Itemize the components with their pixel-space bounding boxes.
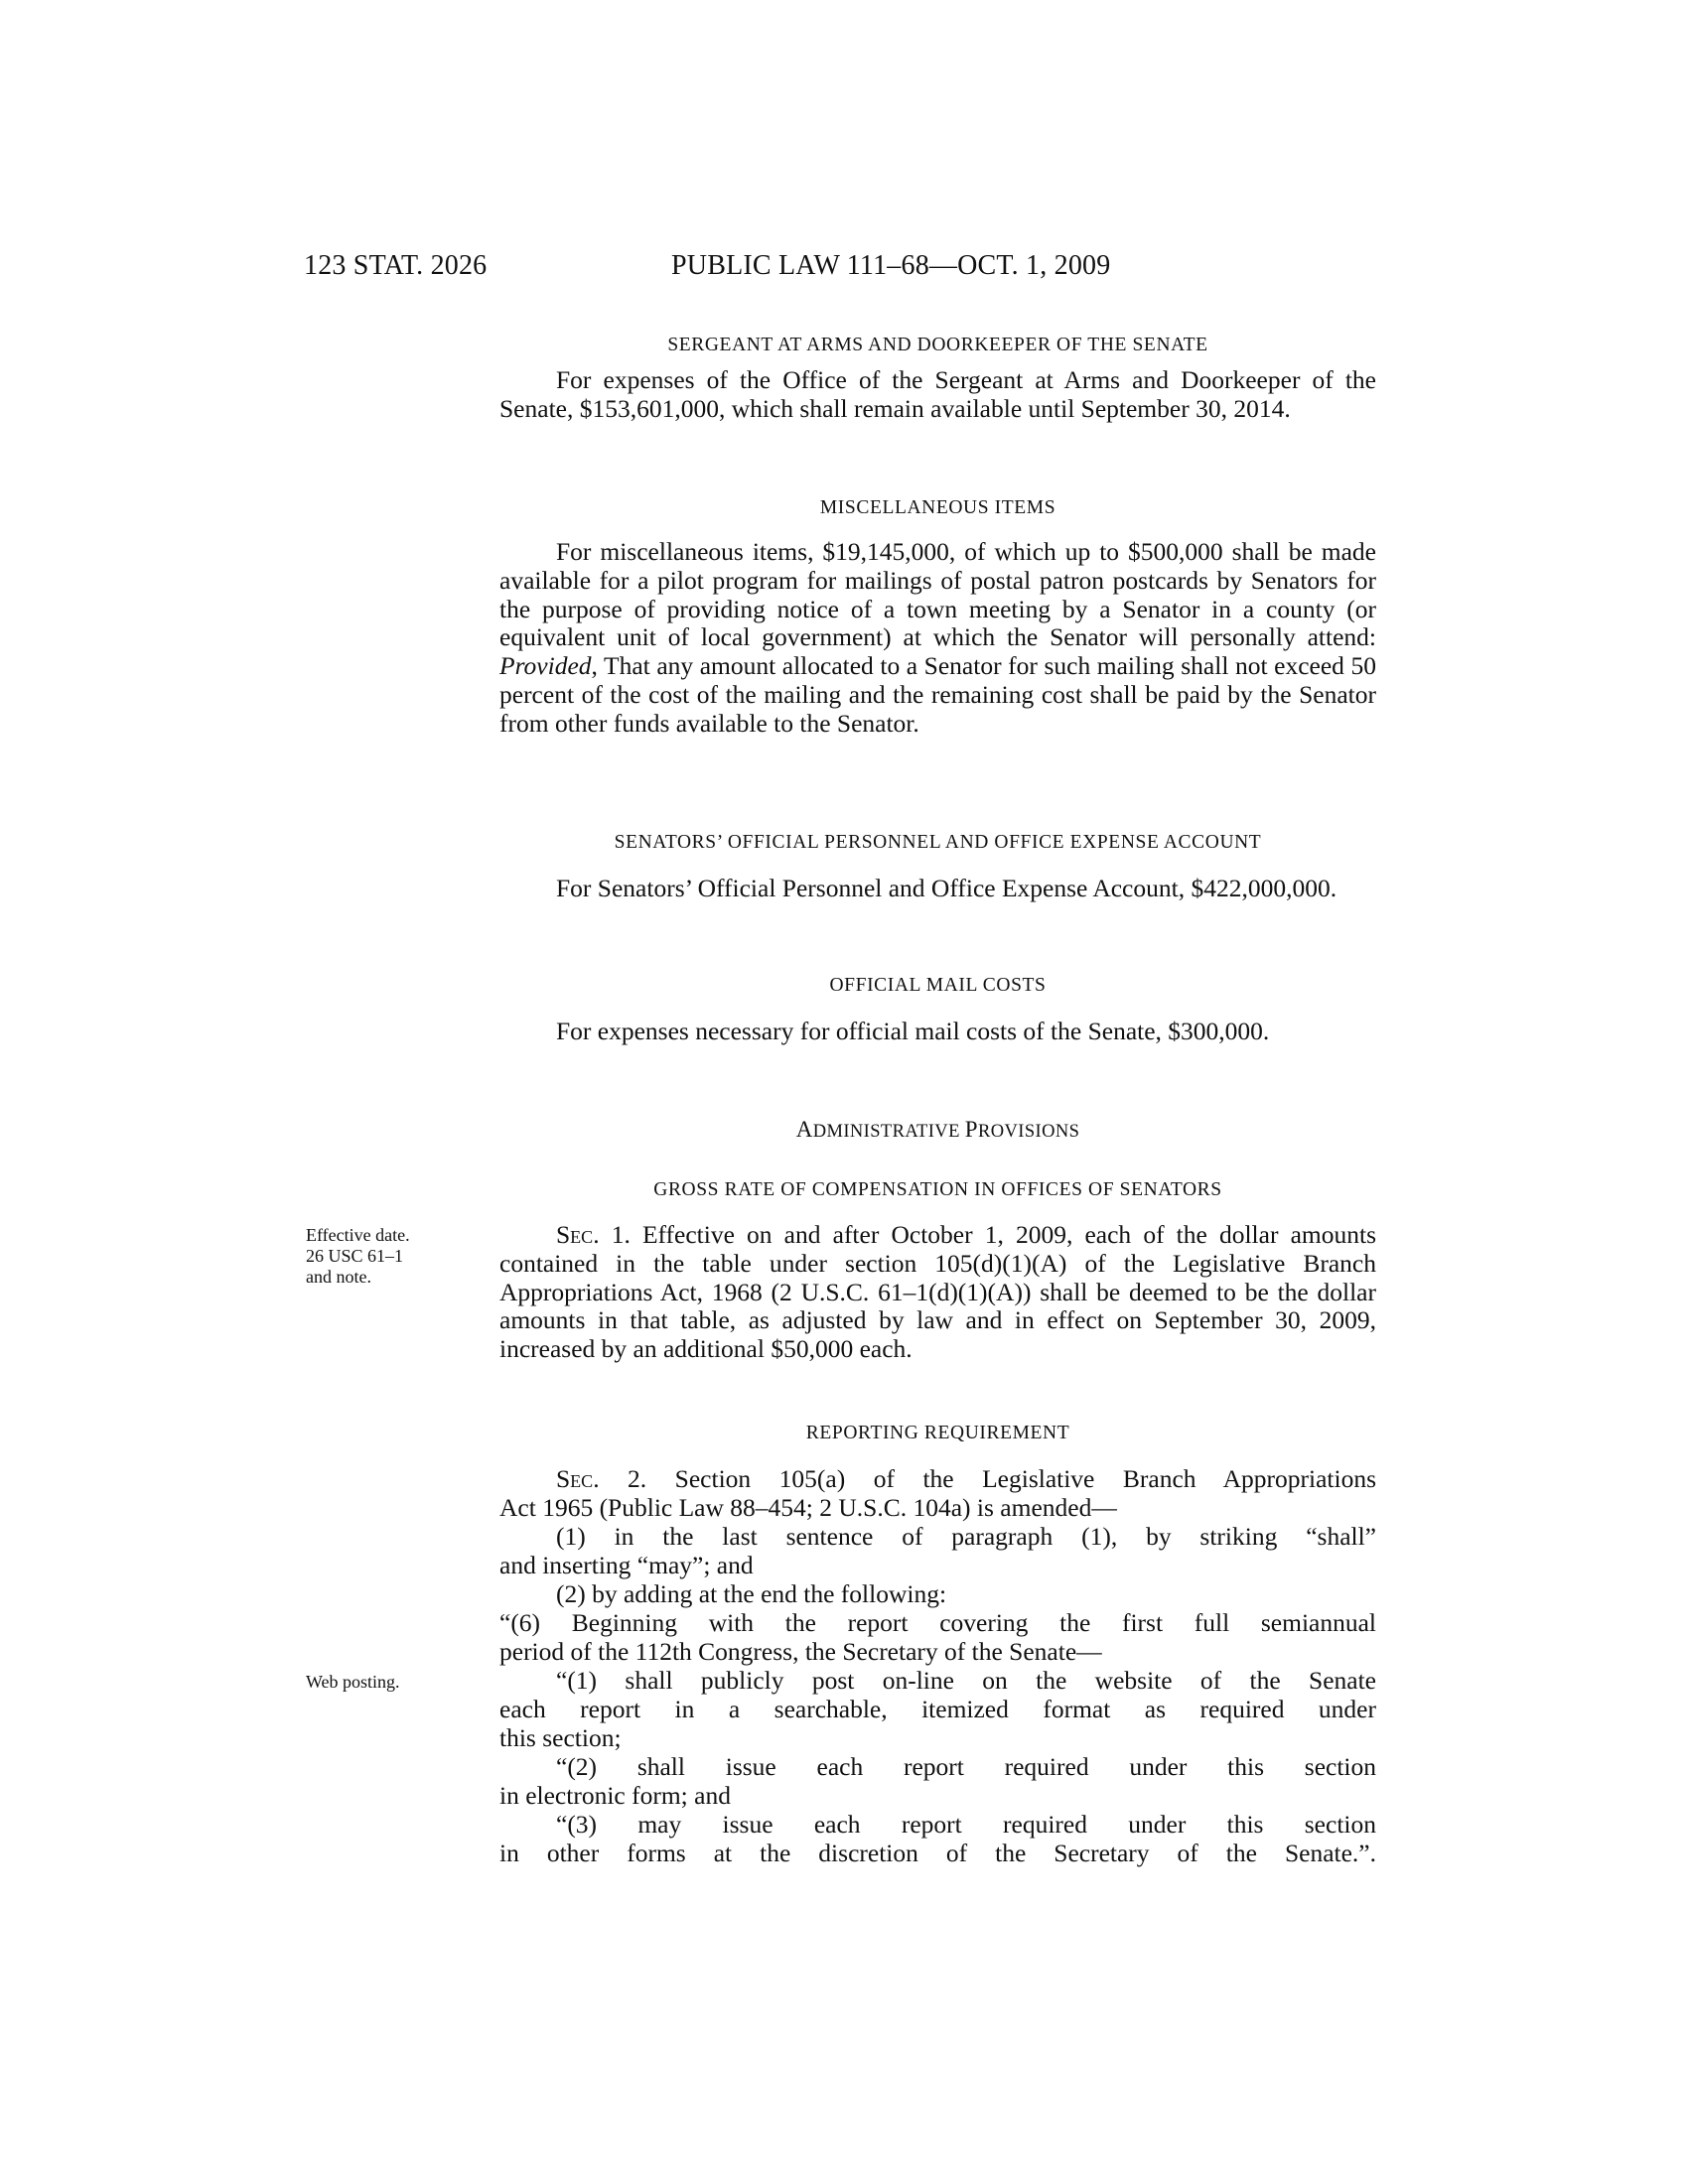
provided-italic: Provided bbox=[499, 651, 592, 681]
reporting-line-14: in other forms at the discretion of the Secretary of the Senate.”. bbox=[499, 1839, 1376, 1867]
section-heading-sergeant: SERGEANT AT ARMS AND DOORKEEPER OF THE SENATE bbox=[667, 335, 1208, 355]
margin-note-effective-date: Effective date. 26 USC 61–1 and note. bbox=[306, 1225, 410, 1287]
heading-rest-b: ROVISIONS bbox=[978, 1122, 1080, 1142]
reporting-line-3: (1) in the last sentence of paragraph (1), by striking “shall” bbox=[556, 1522, 1376, 1551]
reporting-line-5: (2) by adding at the end the following: bbox=[556, 1579, 947, 1608]
section-heading-misc: MISCELLANEOUS ITEMS bbox=[819, 497, 1056, 518]
heading-rest-a: DMINISTRATIVE bbox=[812, 1122, 965, 1142]
reporting-line-9: each report in a searchable, itemized format as required under bbox=[499, 1695, 1376, 1723]
reporting-line-8: “(1) shall publicly post on-line on the website of the Senate bbox=[556, 1666, 1376, 1695]
reporting-line-10: this section; bbox=[499, 1723, 622, 1752]
paragraph-sergeant: For expenses of the Office of the Sergeant at Arms and Doorkeeper of the Senate, $153,601,000, which shall remain available until September 30, 2014. bbox=[499, 365, 1376, 423]
sec-label: Sec bbox=[556, 1220, 594, 1249]
heading-initial-b: P bbox=[964, 1117, 978, 1142]
sec-label: Sec bbox=[556, 1464, 594, 1493]
paragraph-misc bbox=[499, 538, 1376, 739]
reporting-line-13: “(3) may issue each report required under this section bbox=[556, 1810, 1376, 1839]
section-heading-reporting: REPORTING REQUIREMENT bbox=[805, 1423, 1070, 1443]
paragraph-mail: For expenses necessary for official mail costs of the Senate, $300,000. bbox=[556, 1017, 1270, 1045]
section-heading-mail: OFFICIAL MAIL COSTS bbox=[829, 975, 1047, 996]
margin-note-web-posting: Web posting. bbox=[306, 1672, 400, 1692]
reporting-line-11: “(2) shall issue each report required under this section bbox=[556, 1752, 1376, 1781]
section-heading-gross-rate: GROSS RATE OF COMPENSATION IN OFFICES OF SENATORS bbox=[653, 1179, 1222, 1200]
reporting-line-1: Sec. 2. Section 105(a) of the Legislative Branch Appropriations bbox=[556, 1464, 1376, 1493]
administrative-provisions-heading bbox=[499, 1118, 1376, 1144]
heading-initial-a: A bbox=[795, 1117, 813, 1142]
section-heading-personnel: SENATORS’ OFFICIAL PERSONNEL AND OFFICE EXPENSE ACCOUNT bbox=[614, 832, 1262, 853]
sec-1-text: . 1. Effective on and after October 1, 2009, each of the dollar amounts contained in the table under section 105(d)(1)(A) of the Legislative Branch Appropriations Act, 1968 (2 U.S.C. 61–1(d)(1)(A)) shall be deemed to be the dollar amounts in that table, as adjusted by law and in effect on September 30, 2009, increased by an additional $50,000 each. bbox=[499, 1220, 1376, 1364]
reporting-line-7: period of the 112th Congress, the Secretary of the Senate— bbox=[499, 1637, 1102, 1666]
misc-text-a: For miscellaneous items, $19,145,000, of which up to $500,000 shall be made available for a pilot program for mailings of postal patron postcards by Senators for the purpose of providing notice of a town meeting by a Senator in a county (or equivalent unit of local government) at which the Senator will personally attend: bbox=[499, 537, 1376, 652]
public-law-title: PUBLIC LAW 111–68—OCT. 1, 2009 bbox=[671, 250, 1111, 281]
running-head bbox=[304, 250, 1376, 290]
paragraph-personnel: For Senators’ Official Personnel and Office Expense Account, $422,000,000. bbox=[556, 874, 1337, 902]
reporting-line-6: “(6) Beginning with the report covering the first full semiannual bbox=[499, 1608, 1376, 1637]
reporting-line-4: and inserting “may”; and bbox=[499, 1551, 754, 1579]
reporting-line-12: in electronic form; and bbox=[499, 1781, 731, 1810]
misc-text-b: , That any amount allocated to a Senator for such mailing shall not exceed 50 percent of the cost of the mailing and the remaining cost shall be paid by the Senator from other funds available to the Senator. bbox=[499, 651, 1376, 738]
paragraph-sec-1 bbox=[499, 1221, 1376, 1364]
reporting-line-2: Act 1965 (Public Law 88–454; 2 U.S.C. 104a) is amended— bbox=[499, 1493, 1117, 1522]
statute-citation: 123 STAT. 2026 bbox=[304, 250, 488, 281]
